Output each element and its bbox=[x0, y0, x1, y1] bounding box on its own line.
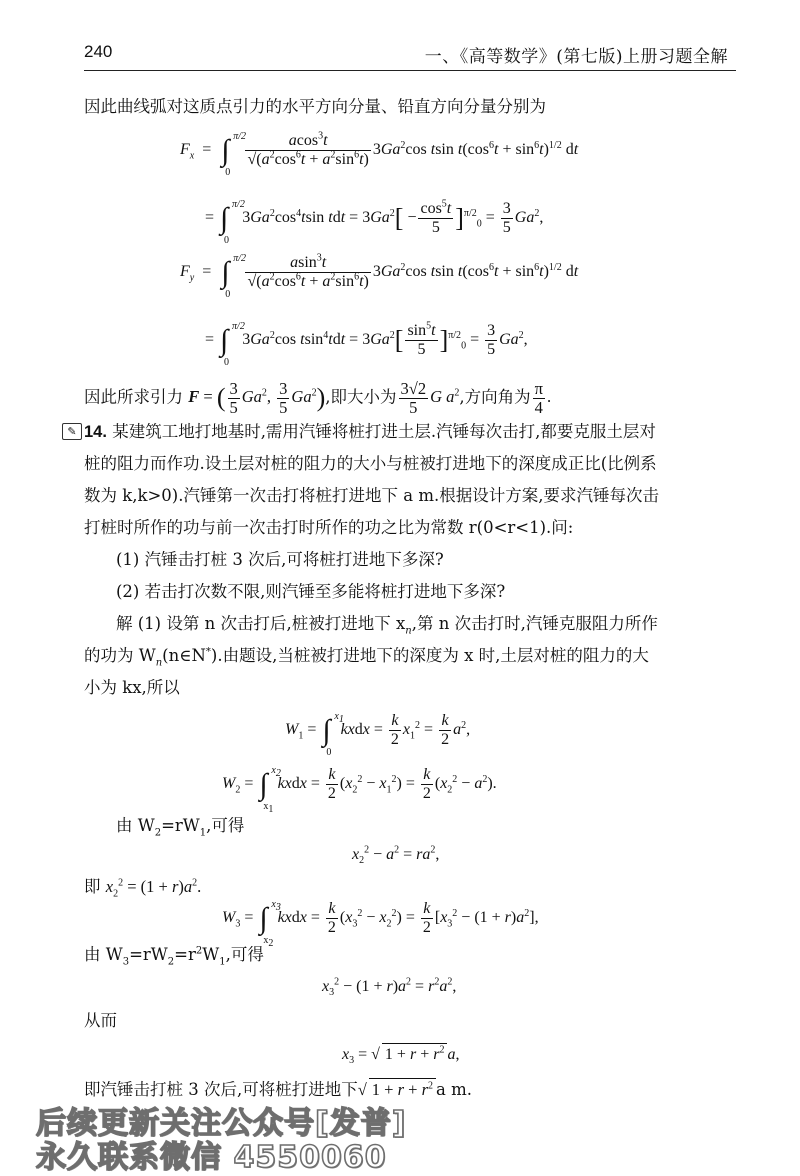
question-2: (2) 若击打次数不限,则汽锤至多能将桩打进地下多深? bbox=[116, 582, 506, 601]
conclusion-part-b: ,即大小为 bbox=[325, 387, 397, 407]
ji-label-1: 即 bbox=[84, 877, 101, 896]
equation-w2: $W_2$ = ∫ $x_2$ $x_1$ kxdx = $\frac{k}{2}$ $(x_2^2 - x_1^2)$ = $\frac{k}{2}$ $(x_2^2 - a^2)$. bbox=[222, 764, 497, 815]
solution-line-3: 小为 kx,所以 bbox=[84, 678, 180, 697]
solution-by-1: 由 $W_2=rW_1$,可得 bbox=[116, 816, 245, 839]
solution-text-2c: ).由题设,当桩被打进地下的深度为 x 时,土层对桩的阻力的大 bbox=[210, 646, 649, 665]
problem-line-3: 数为 k,k>0).汽锤第一次击打将桩打进地下 a m.根据设计方案,要求汽锤每次击 bbox=[84, 486, 659, 505]
watermark-line-2: 永久联系微信 4550060 bbox=[36, 1140, 387, 1175]
by1-c: ,可得 bbox=[206, 816, 245, 835]
by2-e: ,可得 bbox=[225, 945, 264, 964]
solution-line-2: 的功为 $W_n(n\in N^*)$.由题设,当桩被打进地下的深度为 x 时,土层对桩的阻力的大 bbox=[84, 646, 649, 669]
conclusion-part-c: ,方向角为 bbox=[459, 387, 531, 407]
solution-text-2b: (n∈N bbox=[162, 646, 206, 665]
equation-x3: $x_3$ = √ $1 + r + r^2$ a, bbox=[342, 1044, 460, 1067]
by2-c: =r bbox=[174, 945, 196, 964]
equation-fx: $F_x$ = ∫ π/2 0 $\frac{acos^3t}{√(a^2\cos^6t + a^2\sin^6t)}$ 3Ga$^2$cos tsin $t(\cos^6t + \sin^6t)^{1/2}$ dt bbox=[180, 130, 579, 178]
equation-fx-result: = ∫ π/2 0 $3Ga^2\cos^4tsin$ tdt = $3Ga^2$[ − $\frac{\cos^5t}{5}$ ]$^{\pi/2}_0$ = $\frac{3}{5}$ Ga$^2$, bbox=[205, 198, 544, 246]
page-number: 240 bbox=[84, 42, 113, 61]
solution-by-2: 由 $W_3=rW_2=r^2W_1$,可得 bbox=[84, 945, 264, 968]
by2-d: W bbox=[202, 945, 220, 964]
problem-icon: ✎ bbox=[62, 423, 82, 440]
final-text-a: 即汽锤击打桩 3 次后,可将桩打进地下 bbox=[84, 1080, 358, 1099]
solution-ji-1: 即 $x_2^2 = (1 + r)a^2$. bbox=[84, 877, 202, 900]
solution-line-1: 解 (1) 设第 n 次击打后,桩被打进地下 $x_n$,第 n 次击打时,汽锤克服阻力所作 bbox=[116, 614, 658, 637]
watermark-line-1: 后续更新关注公众号[发普] bbox=[36, 1106, 407, 1141]
equation-w1: $W_1$ = ∫ $x_1$ 0 kxdx = $\frac{k}{2}$ $x_1^2$ = $\frac{k}{2}$ $a^2$, bbox=[285, 710, 471, 758]
equation-w3: $W_3$ = ∫ $x_3$ $x_2$ kxdx = $\frac{k}{2}$ $(x_3^2 - x_2^2)$ = $\frac{k}{2}$ $[x_3^2 - (1 + r)a^2]$, bbox=[222, 898, 539, 949]
equation-fy: $F_y$ = ∫ π/2 0 $\frac{asin^3t}{√(a^2\cos^6t + a^2\sin^6t)}$ 3Ga$^2$cos tsin $t(\cos^6t + \sin^6t)^{1/2}$ dt bbox=[180, 252, 579, 300]
equation-x2-relation: $x_2^2 - a^2 = ra^2$, bbox=[352, 844, 440, 867]
problem-number: 14. bbox=[84, 423, 107, 441]
solution-congeer: 从而 bbox=[84, 1011, 117, 1030]
final-text-b: a m. bbox=[436, 1080, 472, 1099]
intro-text: 因此曲线弧对这质点引力的水平方向分量、铅直方向分量分别为 bbox=[84, 97, 546, 116]
equation-x3-relation: $x_3^2 - (1 + r)a^2 = r^2a^2$, bbox=[322, 976, 457, 999]
problem-line-1 bbox=[84, 421, 656, 443]
problem-text-1: 某建筑工地打地基时,需用汽锤将桩打进土层.汽锤每次击打,都要克服土层对 bbox=[112, 422, 656, 441]
solution-text-2a: 的功为 W bbox=[84, 646, 156, 665]
problem-line-2: 桩的阻力而作功.设土层对桩的阻力的大小与桩被打进地下的深度成正比(比例系 bbox=[84, 454, 657, 473]
page-header bbox=[84, 38, 736, 71]
equation-fy-result: = ∫ π/2 0 3Ga$^2$cos $tsin^4tdt = 3Ga^2$[ $\frac{\sin^5t}{5}$ ]$^{\pi/2}_0$ = $\frac{3}{5}$ Ga$^2$, bbox=[205, 320, 528, 368]
by1-b: =rW bbox=[161, 816, 200, 835]
by2-b: =rW bbox=[129, 945, 168, 964]
question-1: (1) 汽锤击打桩 3 次后,可将桩打进地下多深? bbox=[116, 550, 444, 569]
force-conclusion: 因此所求引力 F = ( $\frac{3}{5}$ Ga$^2$, $\frac{3}{5}$ Ga$^2$),即大小为 $\frac{3√2}{5}$ G $a^2$,方向角为 $\frac{\pi}{4}$ . bbox=[84, 379, 552, 417]
by1-a: 由 W bbox=[116, 816, 155, 835]
conclusion-part-a: 因此所求引力 bbox=[84, 387, 183, 407]
by2-a: 由 W bbox=[84, 945, 123, 964]
running-head: 一、《高等数学》(第七版)上册习题全解 bbox=[424, 47, 728, 67]
solution-text-1: 解 (1) 设第 n 次击打后,桩被打进地下 x bbox=[116, 614, 406, 633]
solution-final: 即汽锤击打桩 3 次后,可将桩打进地下√ $1 + r + r^2$ a m. bbox=[84, 1080, 472, 1099]
solution-text-1b: ,第 n 次击打时,汽锤克服阻力所作 bbox=[411, 614, 658, 633]
problem-line-4: 打桩时所作的功与前一次击打时所作的功之比为常数 r(0<r<1).问: bbox=[84, 518, 574, 537]
